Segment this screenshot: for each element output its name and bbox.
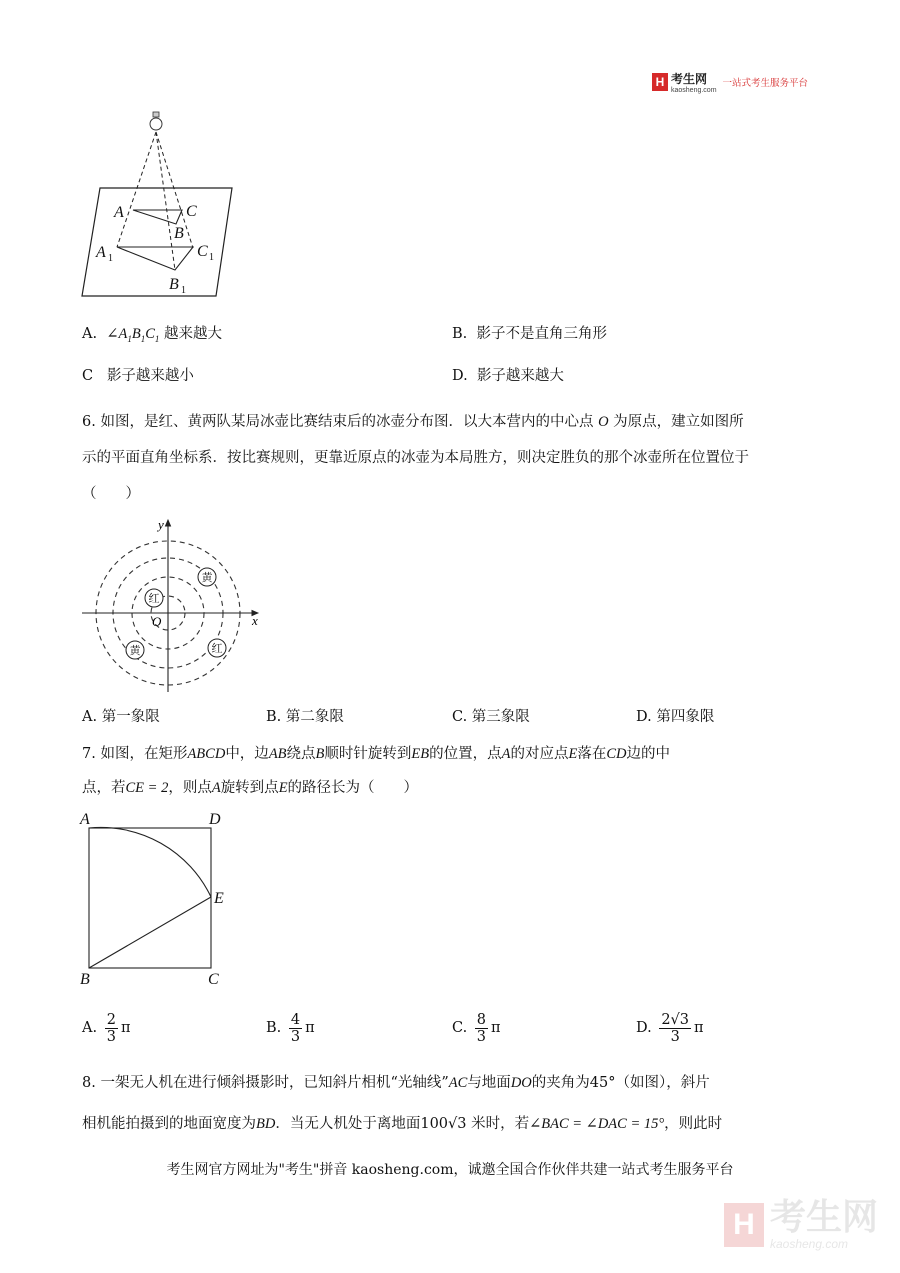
q7-option-c: C. $\frac{8}{3}$ π — [452, 1011, 501, 1045]
lightbulb-icon — [150, 112, 162, 130]
projection-lines — [117, 132, 193, 270]
q6-option-a: A. 第一象限 — [82, 709, 160, 725]
subscript: 1 — [209, 252, 214, 263]
q6-option-d: D. 第四象限 — [636, 709, 715, 725]
label-a: A — [80, 811, 90, 828]
x-axis-label: x — [252, 613, 258, 628]
watermark — [724, 1199, 878, 1251]
q8-line-1: 8. 一架无人机在进行倾斜摄影时，已知斜片相机“光轴线”AC与地面DO的夹角为45°（如图），斜片 — [82, 1075, 710, 1091]
q5-option-b: B. 影子不是直角三角形 — [452, 326, 607, 342]
logo-mark: H — [652, 73, 668, 91]
logo-name: 考生网 — [671, 72, 708, 86]
stone-red-q2: 红 — [148, 592, 160, 605]
q6-line-3: （ ） — [82, 486, 140, 502]
q6-line-2: 示的平面直角坐标系．按比赛规则，更靠近原点的冰壶为本局胜方，则决定胜负的那个冰壶所在位置位于 — [82, 450, 749, 466]
plane — [82, 188, 232, 296]
q7-line-1: 7. 如图，在矩形ABCD中，边AB绕点B顺时针旋转到EB的位置，点A的对应点E落在CD边的中 — [82, 746, 670, 762]
label-c: C — [208, 971, 219, 988]
q5-figure — [78, 108, 238, 300]
label-a1: A — [96, 244, 106, 261]
header-logo — [652, 71, 808, 93]
q5-option-a: A. $\angle A_1B_1C_1$ 越来越大 — [82, 326, 222, 344]
footer-text: 考生网官方网址为"考生"拼音 kaosheng.com，诚邀全国合作伙伴共建一站式考生服务平台 — [166, 1162, 734, 1178]
label-d: D — [209, 811, 221, 828]
q7-option-a: A. $\frac{2}{3}$ π — [82, 1011, 131, 1045]
subscript: 1 — [181, 285, 186, 296]
q7-figure — [76, 808, 236, 990]
stone-yellow-q1: 黄 — [201, 571, 213, 584]
triangle-a1b1c1 — [117, 247, 193, 270]
q7-option-b: B. $\frac{4}{3}$ π — [266, 1011, 315, 1045]
q8-line-2: 相机能拍摄到的地面宽度为BD．当无人机处于离地面100√3 米时，若∠BAC = ∠DAC = 15°，则此时 — [82, 1116, 723, 1132]
watermark-logo-mark: H — [724, 1203, 764, 1247]
label-b1: B — [169, 276, 179, 293]
arc-ae — [89, 827, 211, 897]
watermark-name: 考生网 — [769, 1197, 878, 1238]
stone-yellow-q3: 黄 — [129, 644, 141, 657]
q6-option-c: C. 第三象限 — [452, 709, 530, 725]
y-axis-label: y — [158, 517, 164, 532]
subscript: 1 — [108, 253, 113, 264]
label-c: C — [186, 203, 197, 220]
triangle-abc — [133, 210, 182, 224]
q6-line-1: 6. 如图，是红、黄两队某局冰壶比赛结束后的冰壶分布图．以大本营内的中心点 O 为原点，建立如图所 — [82, 414, 744, 430]
rectangle-abcd — [89, 828, 211, 968]
label-b: B — [174, 225, 184, 242]
label-e: E — [214, 890, 224, 907]
segment-be — [89, 897, 211, 968]
q7-option-d: D. $\frac{2√3}{3}$ π — [636, 1011, 704, 1045]
q6-option-b: B. 第二象限 — [266, 709, 344, 725]
q6-figure — [80, 516, 266, 696]
logo-tagline: 一站式考生服务平台 — [722, 78, 809, 89]
q5-option-d: D. 影子越来越大 — [452, 368, 564, 384]
origin-label: O — [152, 614, 162, 629]
watermark-url: kaosheng.com — [769, 1237, 849, 1251]
label-a: A — [114, 204, 124, 221]
label-c1: C — [197, 243, 208, 260]
stone-red-q4: 红 — [211, 642, 223, 655]
logo-url: kaosheng.com — [671, 87, 717, 94]
angle-expr: $\angle A_1B_1C_1$ — [106, 326, 160, 344]
q5-option-c: C 影子越来越小 — [82, 368, 194, 384]
label-b: B — [80, 971, 90, 988]
q7-line-2: 点，若CE = 2，则点A旋转到点E的路径长为（ ） — [82, 780, 419, 796]
